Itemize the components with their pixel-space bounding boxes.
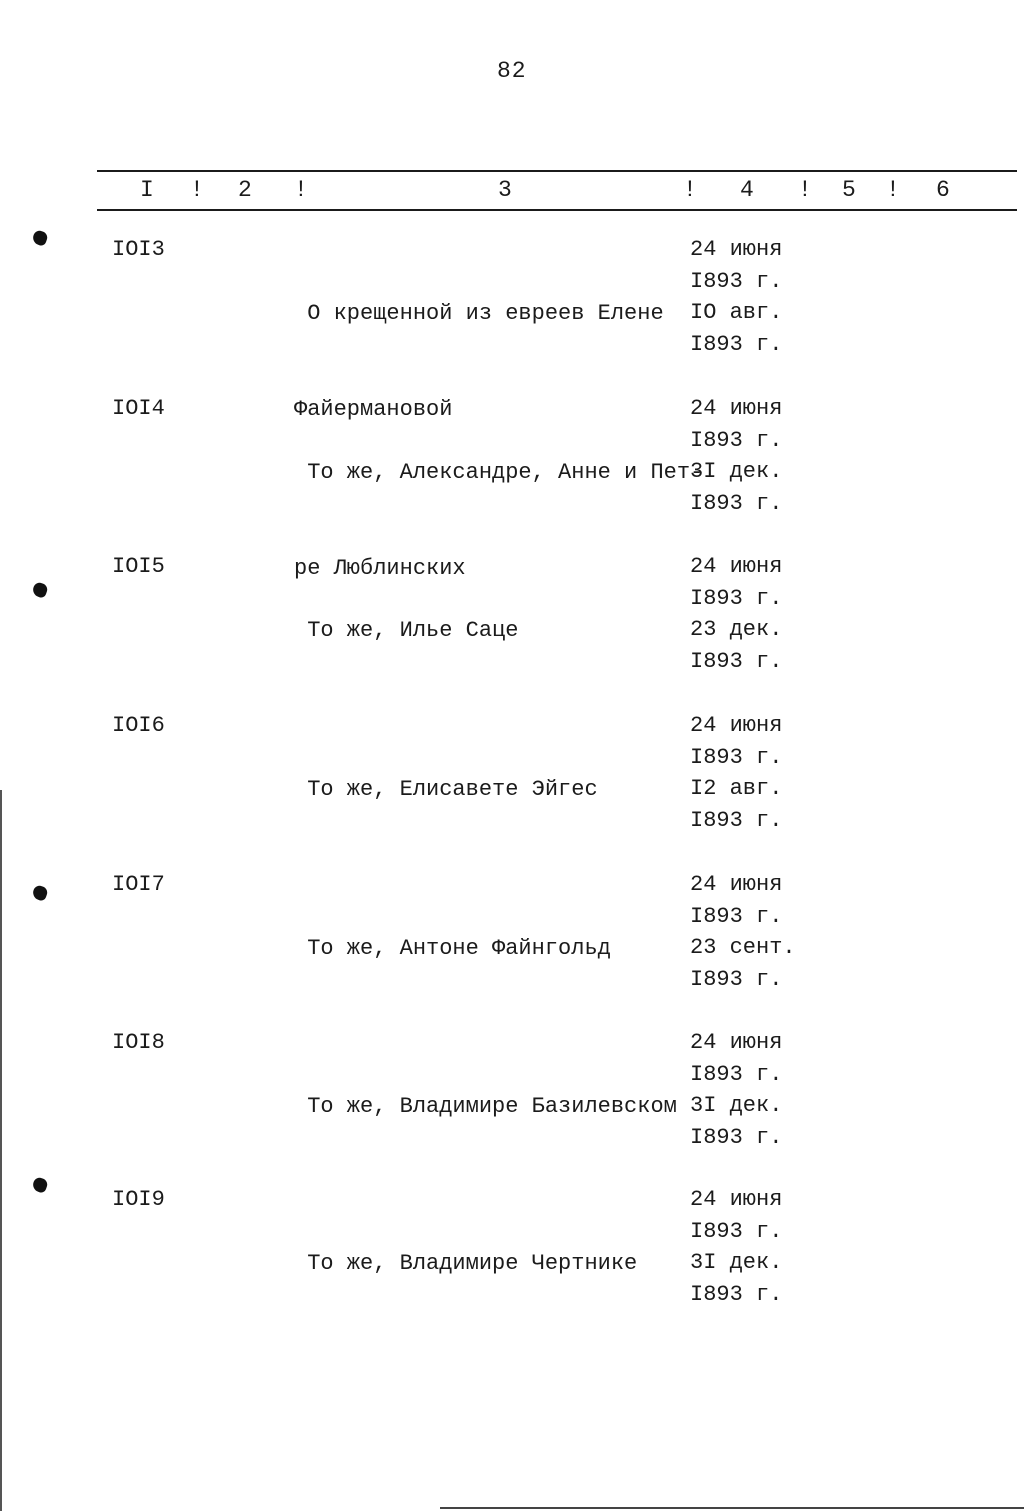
table-row [0,1027,1024,1167]
table-row [0,1184,1024,1324]
date-line: I893 г. [690,331,783,357]
date-line: 23 дек. [690,617,783,642]
table-row [0,869,1024,1009]
description-line: ре Люблинских [294,556,466,581]
date-line: I893 г. [690,744,783,770]
table-row [0,710,1024,850]
description-line: То же, Елисавете Эйгес [294,777,598,802]
record-number: IOI8 [112,1030,165,1055]
header-separator: ! [886,177,900,203]
description-line: То же, Илье Саце [294,618,519,643]
date-line: I893 г. [690,1124,783,1150]
record-description [294,1184,694,1344]
record-number: IOI9 [112,1187,165,1212]
date-line: I893 г. [690,903,783,929]
description-line: То же, Александре, Анне и Пет- [294,460,704,485]
date-line: 24 июня [690,1187,783,1212]
record-number: IOI3 [112,237,165,262]
record-dates [690,234,782,360]
header-col-1: I [140,177,154,203]
date-line: 23 сент. [690,935,796,960]
table-row [0,551,1024,691]
header-bottom-rule [97,209,1017,211]
header-col-4: 4 [740,177,754,203]
header-top-rule [97,170,1017,172]
date-line: I893 г. [690,807,783,833]
record-number: IOI4 [112,396,165,421]
date-line: I893 г. [690,268,783,294]
header-separator: ! [798,177,812,203]
date-line: I2 авг. [690,776,783,801]
date-line: 24 июня [690,1030,783,1055]
description-line: То же, Владимире Чертнике [294,1251,638,1276]
record-number: IOI5 [112,554,165,579]
date-line: I893 г. [690,648,783,674]
record-number: IOI7 [112,872,165,897]
header-separator: ! [683,177,697,203]
description-line: То же, Антоне Файнгольд [294,936,611,961]
date-line: 24 июня [690,554,783,579]
scan-bottom-edge [440,1507,1024,1509]
header-separator: ! [294,177,308,203]
header-col-5: 5 [842,177,856,203]
scan-edge [0,790,2,1511]
date-line: I893 г. [690,490,783,516]
date-line: 3I дек. [690,459,783,484]
date-line: 3I дек. [690,1093,783,1118]
date-line: 3I дек. [690,1250,783,1275]
header-col-6: 6 [936,177,950,203]
date-line: 24 июня [690,713,783,738]
date-line: I893 г. [690,585,783,611]
date-line: I893 г. [690,1281,783,1307]
record-dates [690,869,796,995]
date-line: I893 г. [690,1061,783,1087]
header-col-2: 2 [238,177,252,203]
record-dates [690,1184,782,1310]
date-line: I893 г. [690,427,783,453]
date-line: 24 июня [690,237,783,262]
record-dates [690,551,782,677]
record-dates [690,393,782,519]
page-number: 82 [497,58,527,84]
header-col-3: 3 [498,177,512,203]
description-line: О крещенной из евреев Елене [294,301,664,326]
header-separator: ! [190,177,204,203]
record-number: IOI6 [112,713,165,738]
date-line: I893 г. [690,1218,783,1244]
record-description [294,1027,694,1187]
record-description [294,869,694,1029]
record-description [294,710,694,870]
date-line: IO авг. [690,300,783,325]
date-line: 24 июня [690,396,783,421]
date-line: I893 г. [690,966,783,992]
description-line: Файермановой [294,397,453,422]
record-dates [690,1027,782,1153]
description-line: То же, Владимире Базилевском [294,1094,677,1119]
date-line: 24 июня [690,872,783,897]
record-description [294,551,694,711]
record-dates [690,710,782,836]
